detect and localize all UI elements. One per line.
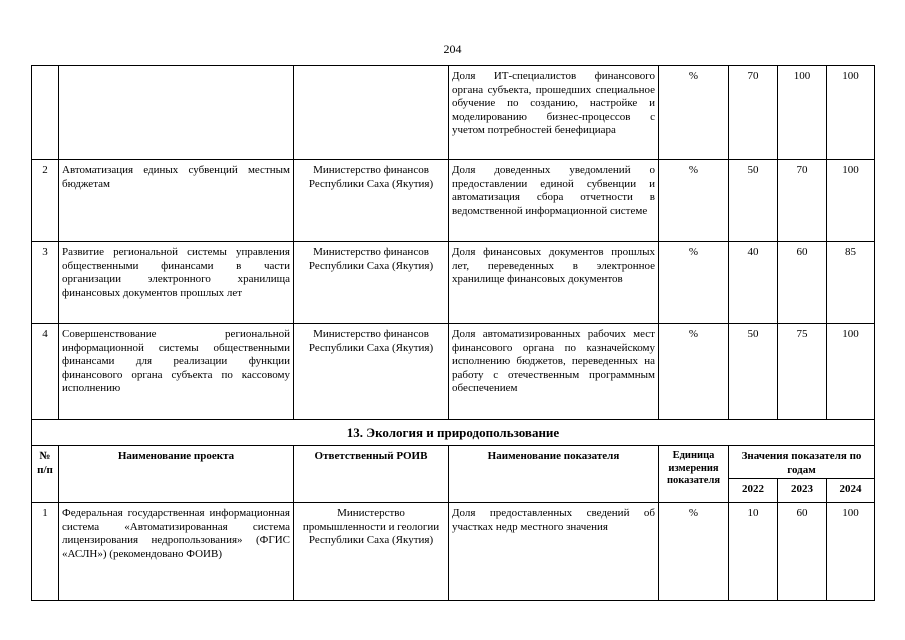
row-number: 1 [32,503,59,601]
unit: % [659,160,729,242]
table-row [32,503,875,601]
row-number: 3 [32,242,59,324]
unit: % [659,66,729,160]
project-name: Совершенствование региональной информационной системы общественными финансами для реализации функции финансового органа субъекта по кассовому исполнению [59,324,294,420]
project-name: Федеральная государственная информационная система «Автоматизированная система лицензирования недропользования» (ФГИС «АСЛН») (рекомендовано ФОИВ) [59,503,294,601]
header-unit: Единица измерения показателя [659,446,729,503]
table-row [32,324,875,420]
responsible-body: Министерство финансов Республики Саха (Якутия) [294,242,449,324]
project-name: Автоматизация единых субвенций местным бюджетам [59,160,294,242]
value-2024: 100 [827,503,875,601]
indicator-name: Доля доведенных уведомлений о предоставлении единой субвенции и автоматизация сбора отчетности в ведомственной информационной системе [449,160,659,242]
unit: % [659,324,729,420]
header-indicator: Наименование показателя [449,446,659,503]
responsible-body: Министерство финансов Республики Саха (Якутия) [294,160,449,242]
header-project: Наименование проекта [59,446,294,503]
row-number: 2 [32,160,59,242]
value-2024: 100 [827,160,875,242]
responsible-body [294,66,449,160]
table-row [32,66,875,160]
project-name [59,66,294,160]
value-2023: 60 [778,503,827,601]
header-year-2024: 2024 [827,479,875,503]
page-number: 204 [443,42,462,56]
indicator-name: Доля предоставленных сведений об участках недр местного значения [449,503,659,601]
value-2022: 40 [729,242,778,324]
value-2022: 10 [729,503,778,601]
header-year-2022: 2022 [729,479,778,503]
section-title: 13. Экология и природопользование [32,420,875,446]
unit: % [659,503,729,601]
value-2023: 70 [778,160,827,242]
projects-table [31,65,875,601]
indicator-name: Доля ИТ-специалистов финансового органа субъекта, прошедших специальное обучение по созданию, настройке и моделированию бизнес-процессов с учетом потребностей бенефициара [449,66,659,160]
value-2022: 70 [729,66,778,160]
value-2024: 100 [827,324,875,420]
value-2022: 50 [729,324,778,420]
responsible-body: Министерство промышленности и геологии Республики Саха (Якутия) [294,503,449,601]
row-number [32,66,59,160]
value-2023: 60 [778,242,827,324]
indicator-name: Доля финансовых документов прошлых лет, переведенных в электронное хранилище финансовых документов [449,242,659,324]
project-name: Развитие региональной системы управления общественными финансами в части организации электронного хранилища финансовых документов прошлых лет [59,242,294,324]
value-2023: 75 [778,324,827,420]
header-number: № п/п [32,446,59,503]
responsible-body: Министерство финансов Республики Саха (Якутия) [294,324,449,420]
table-row [32,242,875,324]
indicator-name: Доля автоматизированных рабочих мест финансового органа по казначейскому исполнению бюджетов, переведенных на работу с отечественным программным обеспечением [449,324,659,420]
value-2022: 50 [729,160,778,242]
section-row [32,420,875,446]
table-row [32,160,875,242]
unit: % [659,242,729,324]
value-2024: 85 [827,242,875,324]
value-2024: 100 [827,66,875,160]
header-responsible: Ответственный РОИВ [294,446,449,503]
header-year-2023: 2023 [778,479,827,503]
value-2023: 100 [778,66,827,160]
header-row [32,446,875,479]
row-number: 4 [32,324,59,420]
header-values-by-year: Значения показателя по годам [729,446,875,479]
